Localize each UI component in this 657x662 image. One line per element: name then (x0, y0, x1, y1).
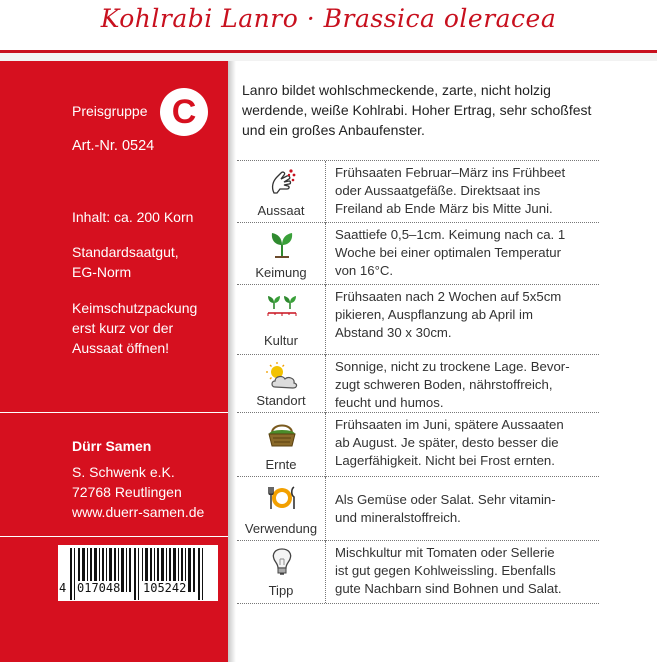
row-text (335, 544, 597, 598)
page-title: Kohlrabi Lanro · Brassica oleracea (100, 4, 557, 33)
company-name: Dürr Samen (72, 438, 152, 454)
price-group-badge: C (160, 88, 208, 136)
description-line: Lanro bildet wohlschmeckende, zarte, nicht holzig (242, 82, 551, 98)
row-text-line: ist gut gegen Kohlweissling. Ebenfalls (335, 563, 556, 578)
barcode-digits (58, 581, 218, 599)
barcode-digits-right: 105242 (143, 581, 187, 595)
header-gap (0, 53, 657, 61)
row-text (335, 288, 597, 342)
row-text-line: Freiland ab Ende März bis Mitte Juni. (335, 201, 553, 216)
barcode-digit-prefix: 4 (59, 581, 67, 595)
row-icon-cell (237, 355, 326, 413)
row-text (335, 226, 597, 280)
row-label: Verwendung (244, 521, 318, 536)
barcode-digits-left: 017048 (77, 581, 121, 595)
row-label: Keimung (255, 265, 307, 280)
plate-cutlery-icon (265, 483, 299, 513)
packaging-note-line2: erst kurz vor der (72, 320, 174, 336)
row-label: Tipp (268, 583, 294, 598)
row-text-line: Frühsaaten nach 2 Wochen auf 5x5cm (335, 289, 562, 304)
company-address: 72768 Reutlingen (72, 484, 182, 500)
info-row-keimung (237, 222, 599, 285)
info-row-verwendung (237, 476, 599, 541)
row-text-line: Lagerfähigkeit. Nicht bei Frost ernten. (335, 453, 555, 468)
row-text-line: pikieren, Auspflanzung ab April im (335, 307, 533, 322)
sidebar-divider-top (0, 412, 228, 413)
info-row-aussaat (237, 160, 599, 223)
description-line: werdende, weiße Kohlrabi. Hoher Ertrag, sehr schoßfest (242, 102, 592, 118)
article-number: Art.-Nr. 0524 (72, 138, 155, 154)
info-row-kultur (237, 284, 599, 355)
row-text-line: Frühsaaten Februar–März ins Frühbeet (335, 165, 566, 180)
sprout-icon (265, 229, 299, 259)
row-icon-cell (237, 285, 326, 355)
seed-hand-icon (265, 167, 299, 197)
lightbulb-icon (265, 547, 299, 577)
row-text (335, 491, 597, 527)
row-text (335, 164, 597, 218)
row-text-line: Abstand 30 x 30cm. (335, 325, 452, 340)
seed-standard-line2: EG-Norm (72, 264, 132, 280)
packaging-note-line3: Aussaat öffnen! (72, 340, 170, 356)
price-group-label: Preisgruppe (72, 103, 148, 119)
row-text-line: oder Aussaatgefäße. Direktsaat ins (335, 183, 541, 198)
row-text-line: Woche bei einer optimalen Temperatur (335, 245, 562, 260)
basket-icon (265, 419, 299, 449)
info-row-standort (237, 354, 599, 413)
row-text-line: gute Nachbarn sind Bohnen und Salat. (335, 581, 562, 596)
description-line: und ein großes Anbaufenster. (242, 122, 425, 138)
row-text-line: von 16°C. (335, 263, 394, 278)
row-text-line: Mischkultur mit Tomaten oder Sellerie (335, 545, 555, 560)
product-description (242, 80, 642, 140)
company-website[interactable]: www.duerr-samen.de (72, 504, 205, 520)
content-info: Inhalt: ca. 200 Korn (72, 209, 194, 225)
info-row-ernte (237, 412, 599, 477)
row-text-line: Saattiefe 0,5–1cm. Keimung nach ca. 1 (335, 227, 566, 242)
company-legal-name: S. Schwenk e.K. (72, 464, 175, 480)
row-text-line: Frühsaaten im Juni, spätere Aussaaten (335, 417, 564, 432)
seed-standard-line1: Standardsaatgut, (72, 244, 179, 260)
packaging-note-line1: Keimschutzpackung (72, 300, 198, 316)
row-label: Standort (256, 393, 306, 408)
row-text-line: Sonnige, nicht zu trockene Lage. Bevor- (335, 359, 570, 374)
row-label: Aussaat (257, 203, 305, 218)
row-text-line: feucht und humos. (335, 395, 444, 410)
row-text-line: ab August. Je später, desto besser die (335, 435, 559, 450)
sidebar-shadow (228, 61, 236, 662)
row-text (335, 358, 597, 412)
row-label: Kultur (264, 333, 298, 348)
row-text-line: zugt schweren Boden, nährstoffreich, (335, 377, 553, 392)
info-row-tipp (237, 540, 599, 604)
row-icon-cell (237, 223, 326, 285)
row-icon-cell (237, 477, 326, 541)
title-bar (0, 0, 657, 53)
row-icon-cell (237, 413, 326, 477)
row-text (335, 416, 597, 470)
row-icon-cell (237, 541, 326, 603)
row-text-line: Als Gemüse oder Salat. Sehr vitamin- (335, 492, 556, 507)
sun-cloud-icon (265, 361, 299, 391)
row-icon-cell (237, 161, 326, 223)
seedlings-icon (265, 291, 299, 321)
row-label: Ernte (265, 457, 297, 472)
sidebar-divider-bottom (0, 536, 228, 537)
row-text-line: und mineralstoffreich. (335, 510, 461, 525)
